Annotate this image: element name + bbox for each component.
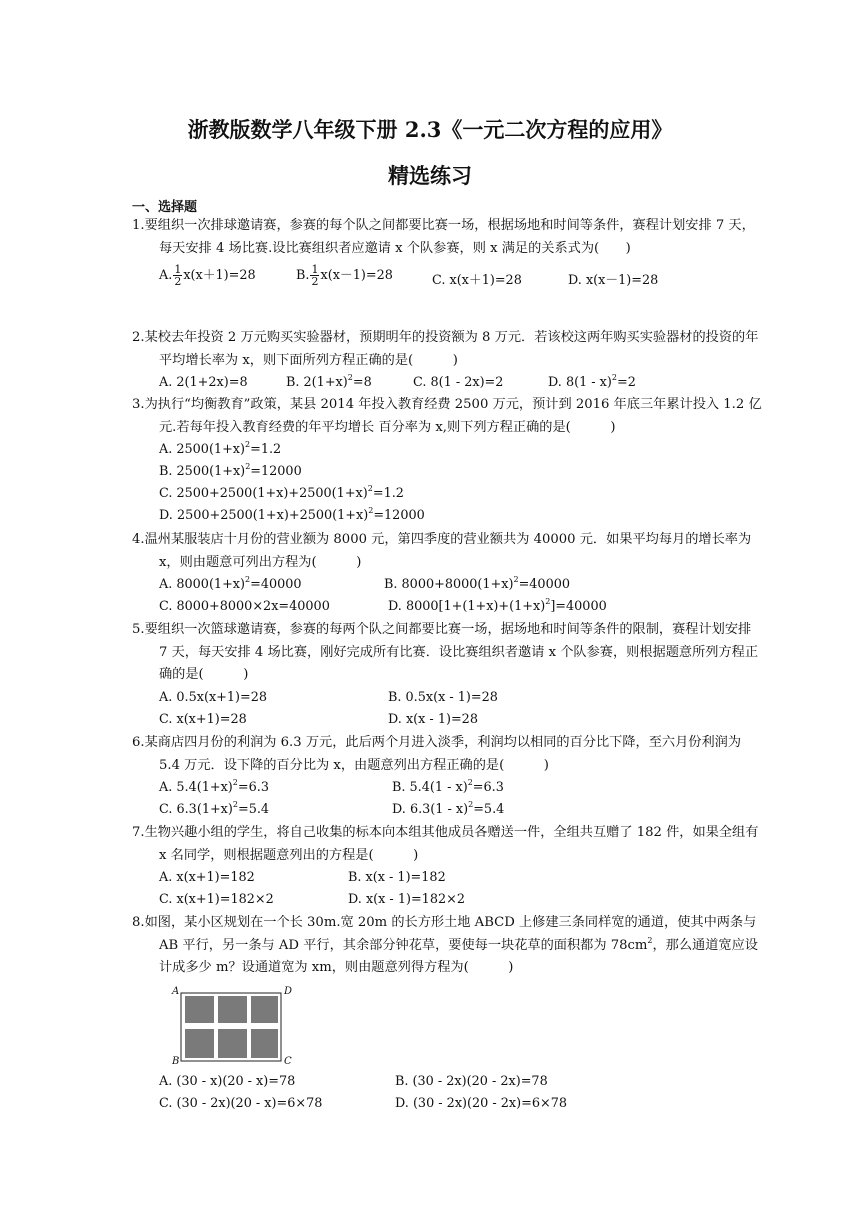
- question-4-stem: 温州某服装店十月份的营业额为 8000 元，第四季度的营业额共为 40000 元．如果平均每月的增长率为 x，则由题意可列出方程为( ): [144, 532, 752, 570]
- option-c: C. x(x+1)=28: [159, 711, 247, 727]
- option-b: B. $\frac{1}{2}$ x(x－1)=28: [296, 263, 393, 288]
- document-subtitle: 精选练习: [388, 163, 472, 188]
- label-b: B: [172, 1056, 180, 1067]
- label-c: C: [284, 1056, 292, 1067]
- option-b: B. x(x - 1)=182: [348, 870, 446, 885]
- option-c: C. x(x＋1)=28: [432, 273, 522, 288]
- option-c: C. $2500+2500(1+x)+2500(1+x)^2=1.2$: [159, 484, 404, 501]
- question-7-stem: 生物兴趣小组的学生，将自己收集的标本向本组其他成员各赠送一件，全组共互赠了 182 件，如果全组有 x 名同学，则根据题意列出的方程是( ): [144, 825, 759, 863]
- option-d: D. x(x - 1)=28: [388, 711, 478, 727]
- option-a: A. $8000(1+x)^2=40000$: [159, 575, 302, 592]
- flower-bed: [251, 996, 278, 1023]
- question-5-stem: 要组织一次篮球邀请赛，参赛的每两个队之间都要比赛一场，据场地和时间等条件的限制，赛程计划安排 7 天，每天安排 4 场比赛，刚好完成所有比赛．设比赛组织者邀请 x 个队参赛，则根据题意所列方程正确的是( ): [144, 622, 759, 682]
- land-plot-svg: [172, 986, 292, 1068]
- option-b: B. $2(1+x)^2=8$: [286, 373, 372, 390]
- option-a: A. x(x+1)=182: [159, 870, 255, 885]
- question-6-stem: 某商店四月份的利润为 6.3 万元，此后两个月进入淡季，利润均以相同的百分比下降，至六月份利润为 5.4 万元．设下降的百分比为 x，由题意列出方程正确的是( ): [144, 735, 742, 773]
- question-1-stem: 要组织一次排球邀请赛，参赛的每个队之间都要比赛一场，根据场地和时间等条件，赛程计划安排 7 天，每天安排 4 场比赛.设比赛组织者应邀请 x 个队参赛，则 x 满足的关系式为( ): [144, 218, 755, 256]
- option-d: D. 6.3(1 - x)$^2$=5.4: [392, 800, 505, 817]
- question-3: 3.为执行“均衡教育”政策，某县 2014 年投入教育经费 2500 万元，预计到 2016 年底三年累计投入 1.2 亿元.若每年投入教育经费的年平均增长 百分率为 x,则下列方程正确的是( ) A. $2500(1+x)^2=1.2$ B. $2500(1+x)^2=12000$ C. $2500+2500(1+x)+2500(1+x)^2=1.2$ D. $2500+2500(1+x)+2500(1+x)^2=12000$: [132, 394, 762, 527]
- option-d: D. x(x - 1)=182×2: [348, 892, 465, 907]
- question-8: 8.如图，某小区规划在一个长 30m.宽 20m 的长方形土地 ABCD 上修建三条同样宽的通道，使其中两条与 AB 平行，另一条与 AD 平行，其余部分钟花草，要使每一块花草的面积都为 $78cm^2$，那么通道宽应设计成多少 m？设通道宽为 xm，则由题意列得方程为( ): [132, 915, 758, 975]
- land-plot-diagram: [172, 986, 292, 1068]
- question-6: 6.某商店四月份的利润为 6.3 万元，此后两个月进入淡季，利润均以相同的百分比下降，至六月份利润为 5.4 万元．设下降的百分比为 x，由题意列出方程正确的是( ) A. $5.4(1+x)^2=6.3$ B. 5.4(1 - x)$^2$=6.3 C. $6.3(1+x)^2=5.4$ D. 6.3(1 - x)$^2$=5.4: [132, 732, 762, 821]
- option-b: B. 0.5x(x - 1)=28: [388, 689, 498, 705]
- option-b: B. 5.4(1 - x)$^2$=6.3: [392, 778, 504, 795]
- option-a: A. $5.4(1+x)^2=6.3$: [159, 778, 269, 795]
- option-a: A. 2(1+2x)=8: [159, 375, 248, 390]
- option-a: A. $\frac{1}{2}$ x(x＋1)=28: [159, 263, 256, 288]
- option-c: C. 8000+8000×2x=40000: [159, 599, 330, 614]
- option-a: A. (30 - x)(20 - x)=78: [159, 1074, 296, 1089]
- question-2: 2.某校去年投资 2 万元购买实验器材，预期明年的投资额为 8 万元．若该校这两年购买实验器材的投资的年平均增长率为 x，则下面所列方程正确的是( ) A. 2(1+2x)=8 B. $2(1+x)^2=8$ C. 8(1 - 2x)=2 D. 8(1 - x)$^2$=2: [132, 327, 762, 394]
- flower-bed: [185, 1029, 214, 1058]
- option-d: D. x(x－1)=28: [568, 273, 659, 288]
- question-7: 7.生物兴趣小组的学生，将自己收集的标本向本组其他成员各赠送一件，全组共互赠了 182 件，如果全组有 x 名同学，则根据题意列出的方程是( ) A. x(x+1)=182 B. x(x - 1)=182 C. x(x+1)=182×2 D. x(x - 1)=182×2: [132, 822, 762, 911]
- option-b: B. (30 - 2x)(20 - 2x)=78: [395, 1074, 548, 1089]
- question-1: 1.要组织一次排球邀请赛，参赛的每个队之间都要比赛一场，根据场地和时间等条件，赛程计划安排 7 天，每天安排 4 场比赛.设比赛组织者应邀请 x 个队参赛，则 x 满足的关系式为( ) A. $\frac{1}{2}$ x(x＋1)=28 B. $\frac{1}{2}$ x(x－1)=28 C. x(x＋1)=28 D. x(x－1)=28: [132, 215, 762, 290]
- question-5: 5.要组织一次篮球邀请赛，参赛的每两个队之间都要比赛一场，据场地和时间等条件的限制，赛程计划安排 7 天，每天安排 4 场比赛，刚好完成所有比赛．设比赛组织者邀请 x 个队参赛，则根据题意所列方程正确的是( ) A. 0.5x(x+1)=28 B. 0.5x(x - 1)=28 C. x(x+1)=28 D. x(x - 1)=28: [132, 619, 762, 731]
- option-d: D. $8000[1+(1+x)+(1+x)^2]=40000$: [388, 597, 607, 614]
- option-b: B. $2500(1+x)^2=12000$: [159, 462, 302, 479]
- option-c: C. $6.3(1+x)^2=5.4$: [159, 800, 270, 817]
- option-b: B. $8000+8000(1+x)^2=40000$: [384, 575, 570, 592]
- label-d: D: [284, 986, 293, 997]
- question-8-options: [132, 1071, 762, 1115]
- option-c: C. (30 - 2x)(20 - x)=6×78: [159, 1096, 323, 1111]
- option-c: C. x(x+1)=182×2: [159, 892, 274, 907]
- document-title: 浙教版数学八年级下册 2.3《一元二次方程的应用》: [187, 117, 673, 142]
- flower-bed: [185, 996, 214, 1023]
- option-d: D. 8(1 - x)$^2$=2: [548, 373, 636, 390]
- option-d: D. $2500+2500(1+x)+2500(1+x)^2=12000$: [159, 506, 425, 523]
- option-a: A. 0.5x(x+1)=28: [159, 689, 268, 705]
- option-a: A. $2500(1+x)^2=1.2$: [159, 440, 282, 457]
- section-heading: 一、选择题: [132, 200, 198, 215]
- question-8-stem: 如图，某小区规划在一个长 30m.宽 20m 的长方形土地 ABCD 上修建三条同样宽的通道，使其中两条与 AB 平行，另一条与 AD 平行，其余部分钟花草，要使每一块花草的面积都为 78cm: [144, 915, 757, 953]
- label-a: A: [172, 986, 180, 997]
- flower-bed: [251, 1029, 278, 1058]
- option-d: D. (30 - 2x)(20 - 2x)=6×78: [395, 1096, 567, 1111]
- question-3-stem: 为执行“均衡教育”政策，某县 2014 年投入教育经费 2500 万元，预计到 2016 年底三年累计投入 1.2 亿元.若每年投入教育经费的年平均增长 百分率为 x,则下列方程正确的是( ): [144, 397, 762, 435]
- flower-bed: [218, 996, 247, 1023]
- option-c: C. 8(1 - 2x)=2: [413, 375, 504, 390]
- question-2-stem: 某校去年投资 2 万元购买实验器材，预期明年的投资额为 8 万元．若该校这两年购买实验器材的投资的年平均增长率为 x，则下面所列方程正确的是( ): [144, 330, 759, 368]
- question-4: 4.温州某服装店十月份的营业额为 8000 元，第四季度的营业额共为 40000 元．如果平均每月的增长率为 x，则由题意可列出方程为( ) A. $8000(1+x)^2=40000$ B. $8000+8000(1+x)^2=40000$ C. 8000+8000×2x=40000 D. $8000[1+(1+x)+(1+x)^2]=40000$: [132, 529, 762, 618]
- flower-bed: [218, 1029, 247, 1058]
